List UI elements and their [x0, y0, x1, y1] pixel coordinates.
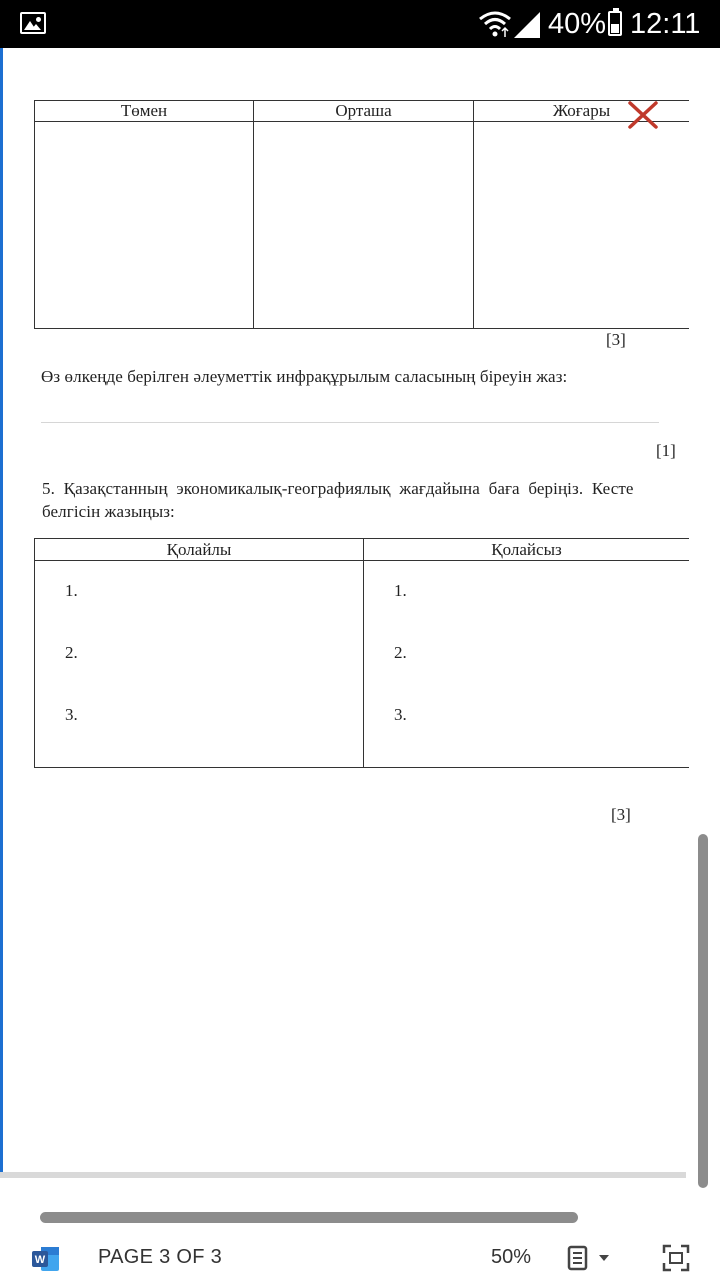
- list-item: 3.: [65, 705, 78, 724]
- table-cell-high: [474, 122, 690, 329]
- image-icon: [20, 12, 46, 34]
- table-header-high: Жоғары: [474, 101, 690, 122]
- list-item: 1.: [394, 581, 407, 600]
- word-app-icon[interactable]: [32, 1245, 60, 1273]
- unfavorable-cell: [364, 561, 690, 768]
- wifi-icon: [478, 10, 512, 38]
- signal-icon: [514, 12, 540, 38]
- vertical-scrollbar[interactable]: [698, 834, 708, 1188]
- status-bar: [0, 0, 720, 48]
- favorable-cell: [35, 561, 364, 768]
- table-header-low: Төмен: [35, 101, 254, 122]
- zoom-level[interactable]: 50%: [491, 1246, 532, 1268]
- table-header-medium: Орташа: [254, 101, 474, 122]
- fit-screen-icon[interactable]: [662, 1244, 690, 1272]
- clock: 12:11: [630, 8, 701, 40]
- page-edge-shadow: [0, 1172, 686, 1178]
- list-item: 2.: [394, 643, 407, 662]
- svg-text:W: W: [34, 1254, 46, 1266]
- table-cell-low: [35, 122, 254, 329]
- battery-icon: [608, 11, 622, 36]
- horizontal-scrollbar[interactable]: [40, 1212, 578, 1223]
- assessment-table: [34, 538, 689, 768]
- question5-line2: белгісін жазыңыз:: [42, 502, 175, 521]
- table-cell-medium: [254, 122, 474, 329]
- levels-table: [34, 100, 689, 329]
- table-header-unfavorable: Қолайсыз: [364, 539, 690, 561]
- document-page: [3, 48, 689, 1174]
- list-item: 1.: [65, 581, 78, 600]
- table-header-favorable: Қолайлы: [35, 539, 364, 561]
- close-icon[interactable]: [626, 100, 660, 130]
- document-viewport[interactable]: [0, 48, 720, 1174]
- answer-line: [41, 422, 659, 423]
- bottom-toolbar: [0, 1234, 720, 1280]
- battery-percentage: 40%: [548, 8, 607, 40]
- question4-text: Өз өлкеңде берілген әлеуметтік инфрақұрылым саласының біреуін жаз:: [41, 367, 568, 386]
- score-table2: [3]: [611, 805, 631, 824]
- question5-line1: 5. Қазақстанның экономикалық-географиялық жағдайына баға беріңіз. Кесте: [42, 479, 634, 498]
- page-indicator[interactable]: PAGE 3 OF 3: [98, 1246, 223, 1268]
- score-table1: [3]: [606, 330, 626, 349]
- list-item: 2.: [65, 643, 78, 662]
- view-mode-icon[interactable]: [566, 1244, 614, 1272]
- list-item: 3.: [394, 705, 407, 724]
- score-question4: [1]: [656, 441, 676, 460]
